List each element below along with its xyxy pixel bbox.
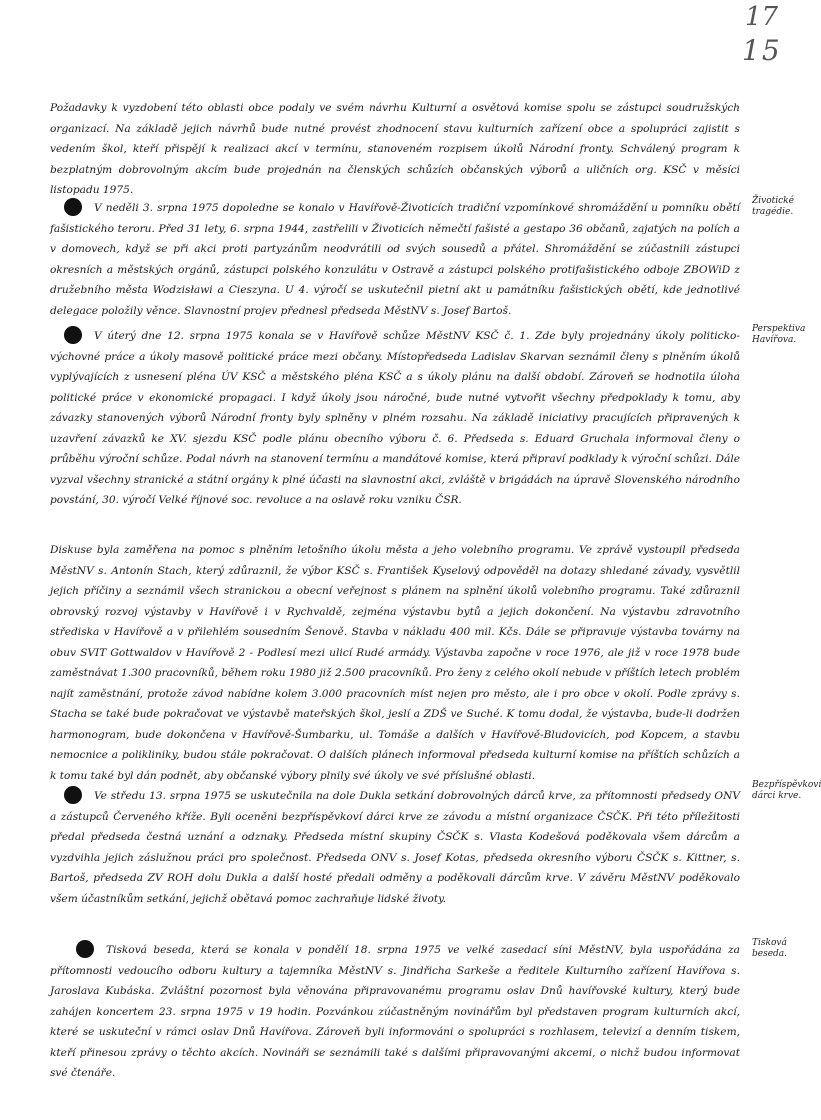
paragraph-5: Ve středu 13. srpna 1975 se uskutečnila na dole Dukla setkání dobrovolných dárců krve, za přítomnosti předsedy ONV a zástupců Červeného kříže. Byli oceněni bezpříspěvkoví dárci krve ze závodu a místní organizace ČSČK. Při této příležitosti předal předseda čestná uznání a odznaky. Předseda místní skupiny ČSČK s. Vlasta Kodešová poděkovala všem dárcům a vyzdvihla jejich záslužnou práci pro společnost. Předseda ONV s. Josef Kotas, předseda okresního výboru ČSČK s. Kittner, s. Bartoš, předseda ZV ROH dolu Dukla a další hosté předali odměny a poděkovali dárcům krve. V závěru MěstNV poděkovalo všem účastníkům setkání, jejichž obětavá pomoc zachraňuje lidské životy.	[50, 790, 740, 905]
paragraph-3: V úterý dne 12. srpna 1975 konala se v Havířově schůze MěstNV KSČ č. 1. Zde byly projednány úkoly politicko-výchovné práce a úkoly masově politické práce mezi občany. Místopředseda Ladislav Skarvan seznámil členy s plněním úkolů vyplývajících z usnesení pléna ÚV KSČ a městského pléna KSČ a s úkoly plánu na další období. Zároveň se hodnotila úloha politické práce v ekonomické propagaci. I když úkoly jsou náročné, bude nutné vytvořit všechny předpoklady k tomu, aby závazky stanovených výborů Národní fronty byly splněny v plném rozsahu. Na základě iniciativy pracujících připravených k uzavření závazků ke XV. sjezdu KSČ podle plánu obecního výboru č. 6. Předseda s. Eduard Gruchala informoval členy o průběhu výroční schůze. Podal návrh na stanovení termínu a mandátové komise, která připraví podklady k výroční schůzi. Dále vyzval všechny stranické a státní orgány k plné účasti na slavnostní akci, zvláště v brigádách na úpravě Slovenského národního povstání, 30. výročí Velké říjnové soc. revoluce a na oslavě roku vzniku ČSR.	[50, 330, 740, 506]
margin-note-3: Perspektiva Havířova.	[752, 324, 806, 345]
margin-note-5: Bezpříspěvkoví dárci krve.	[752, 780, 821, 801]
page-number-corrected: 15	[742, 34, 782, 67]
paragraph-6: Tisková beseda, která se konala v pondělí 18. srpna 1975 ve velké zasedací síni MěstNV, byla uspořádána za přítomnosti vedoucího odboru kultury a tajemníka MěstNV s. Jindřicha Sarkeše a ředitele Kulturního zařízení Havířova s. Jaroslava Kubáska. Zvláštní pozornost byla věnována připravovanému programu oslav Dnů havířovské kultury, který bude zahájen koncertem 23. srpna 1975 v 19 hodin. Pozvánkou zúčastněným novinářům byl představen program kulturních akcí, které se uskuteční v rámci oslav Dnů Havířova. Zároveň byli informováni o spolupráci s rozhlasem, televizí a denním tiskem, kteří přinesou zprávy o těchto akcích. Novináři se seznámili také s dalšími připravovanými akcemi, o nichž budou informovat své čtenáře.	[50, 944, 740, 1079]
paragraph-1: Požadavky k vyzdobení této oblasti obce podaly ve svém návrhu Kulturní a osvětová komise spolu se zástupci soudružských organizací. Na základě jejich návrhů bude nutné provést zhodnocení stavu kulturních zařízení obce a spolupráci zajistit s vedením škol, kteří přispějí k realizaci akcí v termínu, stanoveném rozpisem úkolů Národní fronty. Schválený program k bezplatným dobrovolným akcím bude projednán na členských schůzích občanských výborů a uličních org. KSČ v měsíci listopadu 1975.	[50, 102, 740, 196]
margin-note-6: Tisková beseda.	[752, 938, 788, 959]
margin-note-2: Životické tragédie.	[752, 196, 794, 217]
paragraph-2: V neděli 3. srpna 1975 dopoledne se konalo v Havířově-Životicích tradiční vzpomínkové shromáždění u pomníku obětí fašistického teroru. Před 31 lety, 6. srpna 1944, zastřelili v Životicích němečtí fašisté a gestapo 36 občanů, zajatých na polích a v domovech, když se při akci proti partyzánům neodvrátili od svých sousedů a přátel. Shromáždění se zúčastnili zástupci okresních a městských orgánů, zástupci polského konzulátu v Ostravě a zástupci polského protifašistického odboje ZBOWiD z družebního města Wodzisławi a Cieszyna. U 4. výročí se uskutečnil pietní akt u památníku fašistických obětí, kde jednotlivé delegace položily věnce. Slavnostní projev přednesl předseda MěstNV s. Josef Bartoš.	[50, 202, 740, 317]
paragraph-4: Diskuse byla zaměřena na pomoc s plněním letošního úkolu města a jeho volebního programu. Ve zprávě vystoupil předseda MěstNV s. Antonín Stach, který zdůraznil, že výbor KSČ s. František Kyselový odpověděl na dotazy shledané závady, vysvětlil jejich příčiny a seznámil všech stranickou a obecní veřejnost s plánem na splnění úkolů volebního programu. Také zdůraznil obrovský rozvoj výstavby v Havířově i v Rychvaldě, zejména výstavbu bytů a jejich dokončení. Na výstavbu zdravotního střediska v Havířově a v přilehlém sousedním Šenově. Stavba v nákladu 400 mil. Kčs. Dále se připravuje výstavba továrny na obuv SVIT Gottwaldov v Havířově 2 - Podlesí mezi ulicí Rudé armády. Výstavba započne v roce 1976, ale již v roce 1978 bude zaměstnávat 1.300 pracovníků, během roku 1980 již 2.500 pracovníků. Pro ženy z celého okolí nebude v příštích letech problém najít zaměstnání, protože závod nabídne kolem 3.000 pracovních míst nejen pro město, ale i pro obce v okolí. Podle zprávy s. Stacha se také bude pokračovat ve výstavbě mateřských škol, jeslí a ZDŠ ve Suché. K tomu dodal, že výstavba, bude-li dodržen harmonogram, bude dokončena v Havířově-Šumbarku, ul. Tomáše a dalších v Havířově-Bludovicích, pod Kopcem, a stavbu nemocnice a polikliniky, budou stále pokračovat. O dalších plánech informoval předseda kulturní komise na příštích schůzích a k tomu také byl dán podnět, aby občanské výbory plnily své úkoly ve své příslušné oblasti.	[50, 544, 740, 782]
page-number-original: 17	[745, 2, 779, 32]
